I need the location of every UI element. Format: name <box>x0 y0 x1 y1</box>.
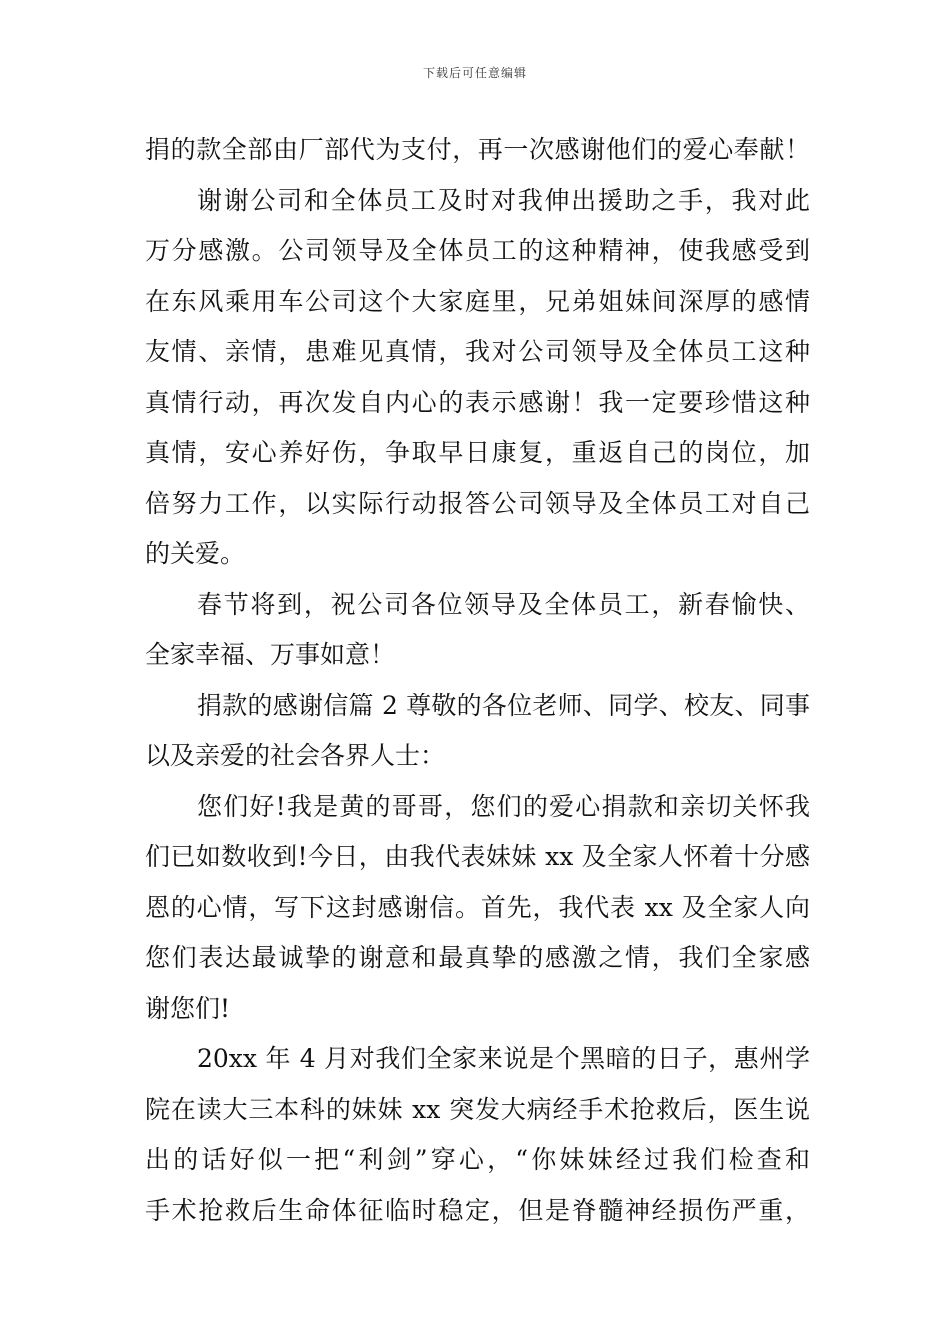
document-body <box>145 125 810 1236</box>
text-line: 捐的款全部由厂部代为支付，再一次感谢他们的爱心奉献！ <box>145 135 810 164</box>
text-line: 恩的心情，写下这封感谢信。首先，我代表 xx 及全家人向 <box>145 892 810 922</box>
text-line: 春节将到，祝公司各位领导及全体员工，新春愉快、 <box>197 589 810 619</box>
text-line: 在东风乘用车公司这个大家庭里，兄弟姐妹间深厚的感情 <box>145 286 810 316</box>
page-header: 下载后可任意编辑 <box>422 66 527 80</box>
text-line: 院在读大三本科的妹妹 xx 突发大病经手术抢救后，医生说 <box>145 1094 810 1124</box>
text-line: 以及亲爱的社会各界人士： <box>145 741 446 770</box>
text-line: 20xx 年 4 月对我们全家来说是个黑暗的日子，惠州学 <box>197 1044 810 1073</box>
text-line: 全家幸福、万事如意！ <box>145 640 396 669</box>
text-line: 的关爱。 <box>145 539 246 568</box>
text-line: 出的话好似一把“利剑”穿心，“你妹妹经过我们检查和 <box>145 1145 810 1174</box>
text-line: 谢您们! <box>145 993 231 1023</box>
text-line: 真情行动，再次发自内心的表示感谢！我一定要珍惜这种 <box>145 387 810 417</box>
text-line: 您们表达最诚挚的谢意和最真挚的感激之情，我们全家感 <box>145 943 810 972</box>
text-line: 万分感激。公司领导及全体员工的这种精神，使我感受到 <box>145 236 810 265</box>
text-line: 真情，安心养好伤，争取早日康复，重返自己的岗位，加 <box>145 438 810 467</box>
text-line: 友情、亲情，患难见真情，我对公司领导及全体员工这种 <box>145 337 810 366</box>
text-line: 倍努力工作，以实际行动报答公司领导及全体员工对自己 <box>145 488 810 518</box>
text-line: 您们好!我是黄的哥哥，您们的爱心捐款和亲切关怀我 <box>197 791 810 821</box>
text-line: 们已如数收到!今日，由我代表妹妹 xx 及全家人怀着十分感 <box>145 842 810 871</box>
text-line: 手术抢救后生命体征临时稳定，但是脊髓神经损伤严重， <box>145 1195 810 1225</box>
text-line: 谢谢公司和全体员工及时对我伸出援助之手，我对此 <box>197 185 810 215</box>
text-line: 捐款的感谢信篇 2 尊敬的各位老师、同学、校友、同事 <box>197 690 810 720</box>
